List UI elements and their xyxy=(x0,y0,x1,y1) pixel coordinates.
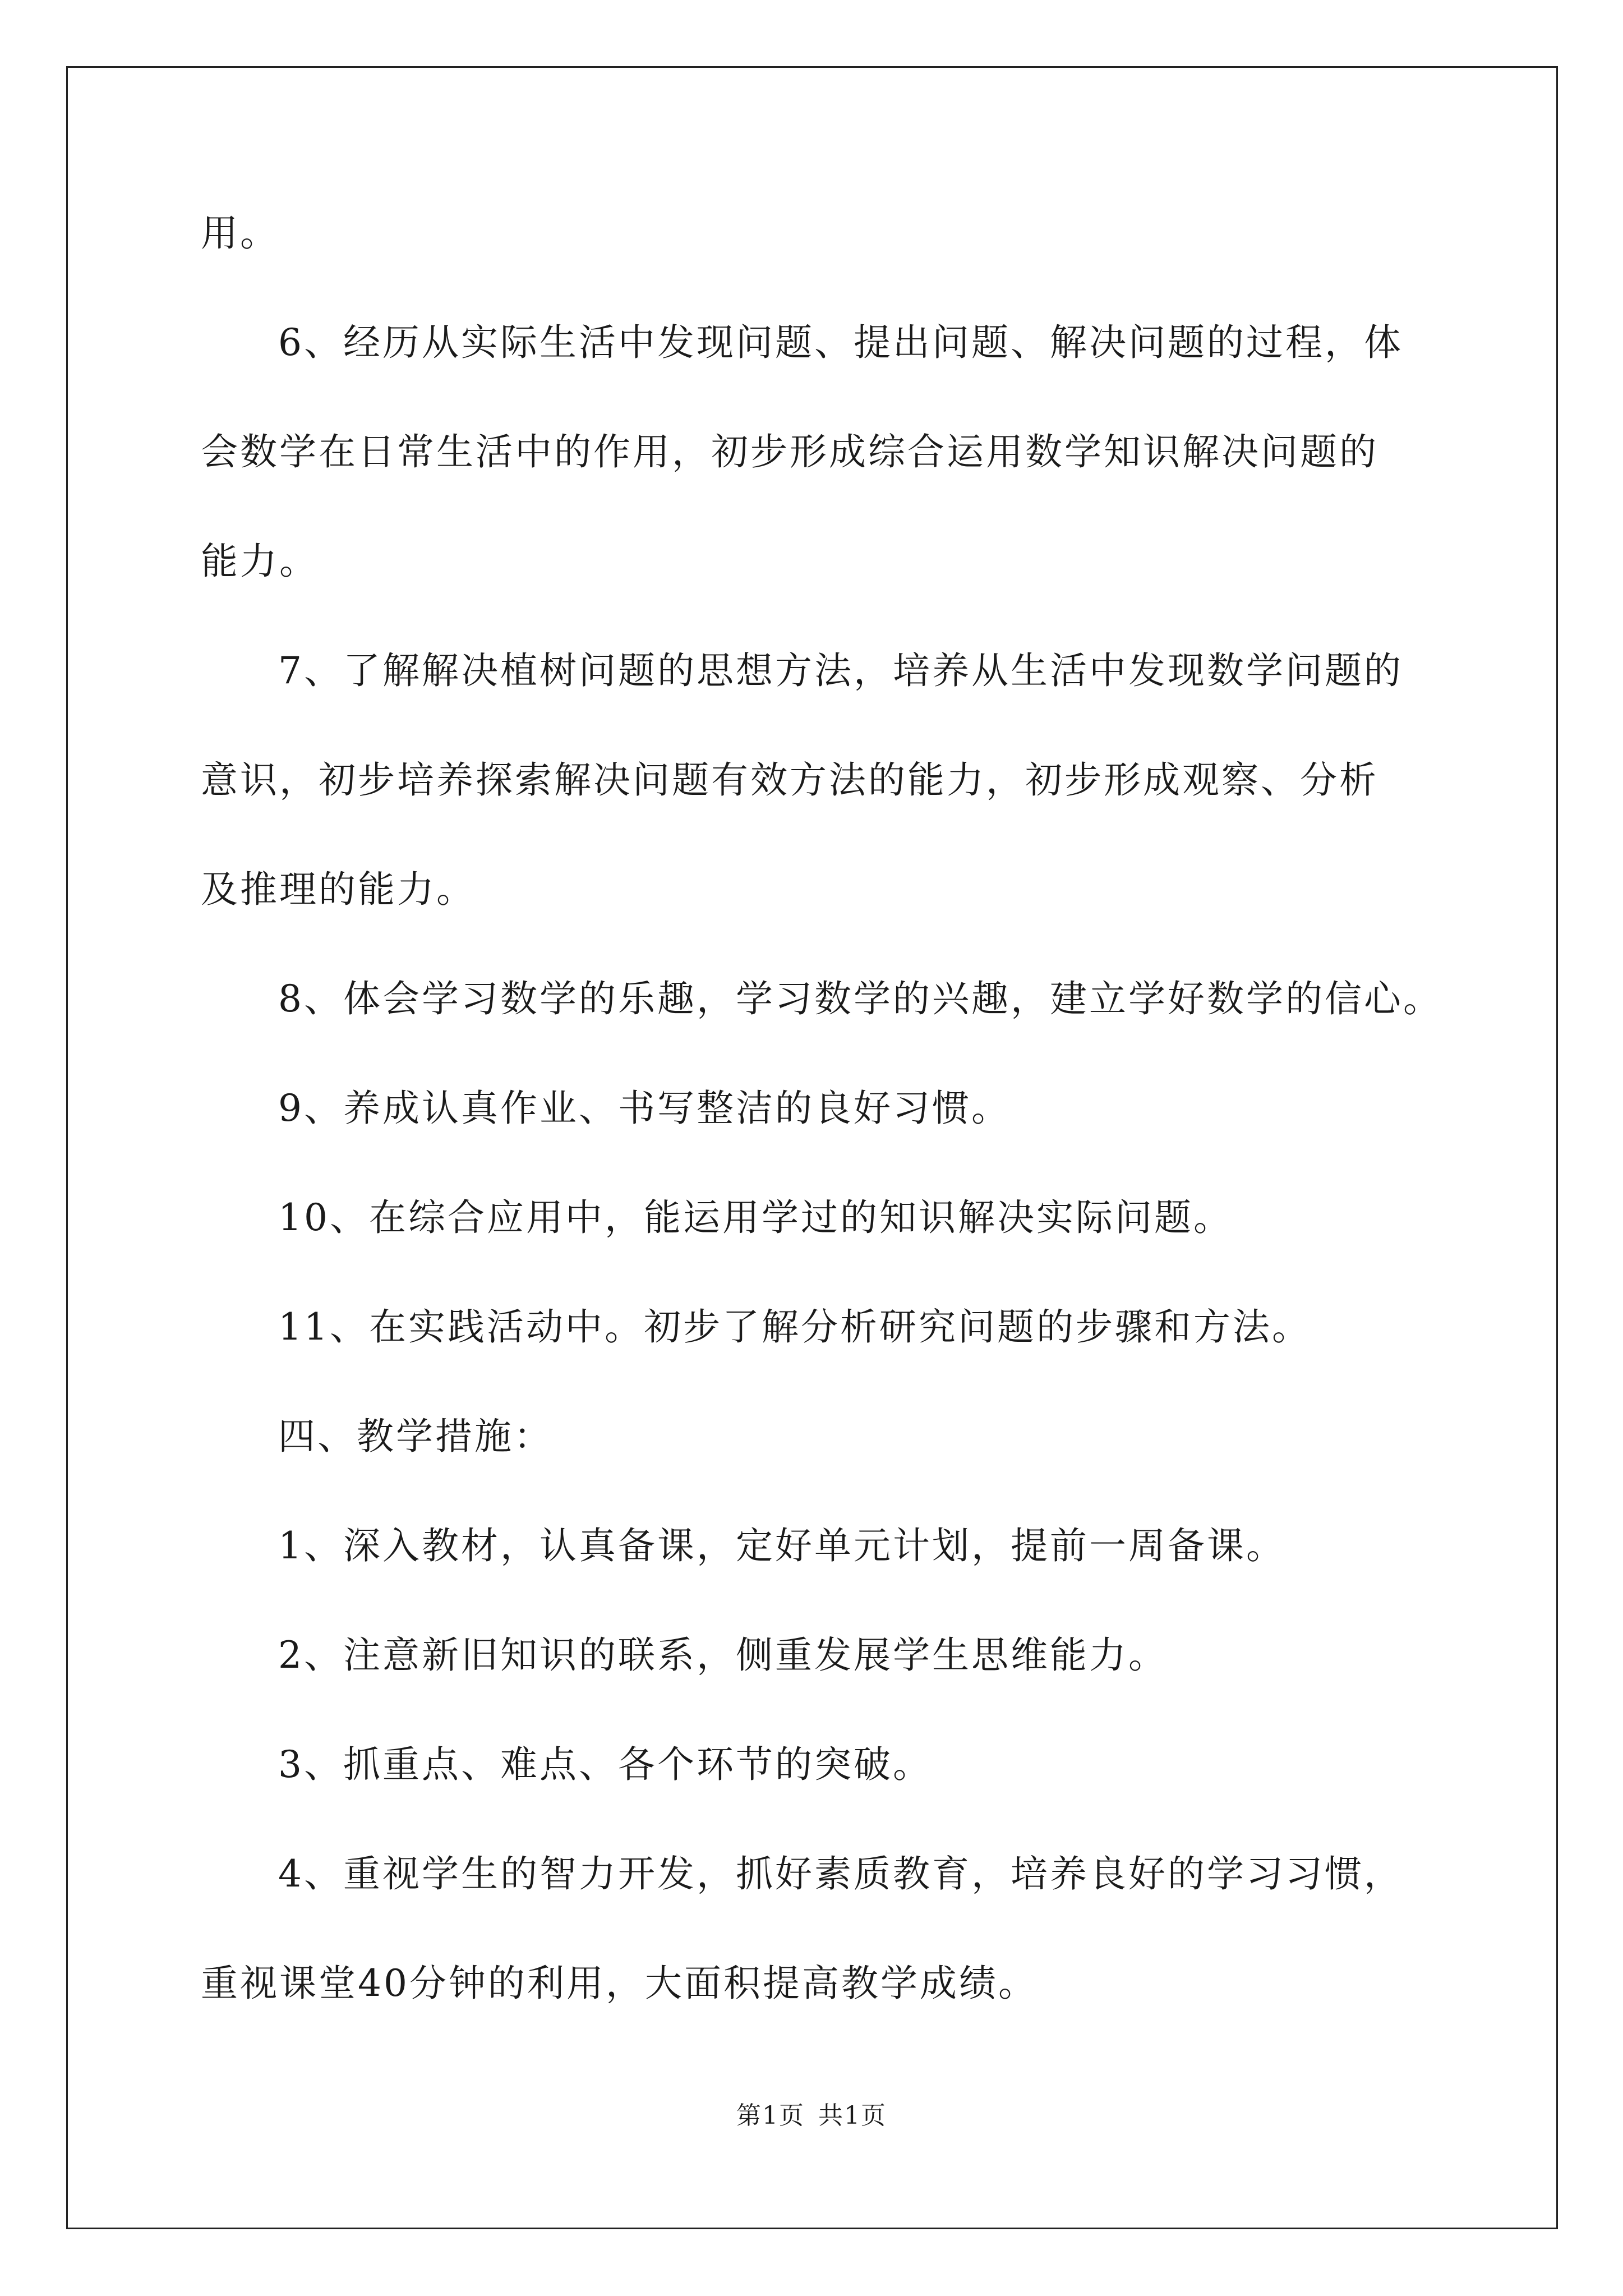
page-number: 第1页 xyxy=(736,2101,805,2130)
text-line: 1、深入教材，认真备课，定好单元计划，提前一周备课。 xyxy=(278,1524,1285,1567)
text-line: 7、了解解决植树问题的思想方法，培养从生活中发现数学问题的 xyxy=(278,649,1403,692)
page-total: 共1页 xyxy=(818,2101,887,2130)
page-footer xyxy=(0,2095,1623,2131)
text-line: 重视课堂40分钟的利用，大面积提高教学成绩。 xyxy=(201,1962,1038,2005)
page-border xyxy=(66,66,1558,2229)
text-line: 及推理的能力。 xyxy=(201,868,476,911)
text-line: 3、抓重点、难点、各个环节的突破。 xyxy=(278,1743,932,1786)
text-line: 会数学在日常生活中的作用，初步形成综合运用数学知识解决问题的 xyxy=(201,430,1378,473)
text-line: 8、体会学习数学的乐趣，学习数学的兴趣，建立学好数学的信心。 xyxy=(278,977,1442,1020)
text-line: 用。 xyxy=(201,211,279,255)
text-line: 2、注意新旧知识的联系，侧重发展学生思维能力。 xyxy=(278,1634,1168,1677)
text-line: 4、重视学生的智力开发，抓好素质教育，培养良好的学习习惯， xyxy=(278,1852,1403,1895)
text-line: 10、在综合应用中，能运用学过的知识解决实际问题。 xyxy=(278,1196,1233,1239)
text-line: 意识，初步培养探索解决问题有效方法的能力，初步形成观察、分析 xyxy=(201,758,1378,802)
text-line: 6、经历从实际生活中发现问题、提出问题、解决问题的过程，体 xyxy=(278,321,1403,364)
section-heading: 四、教学措施： xyxy=(278,1415,553,1458)
text-line: 9、养成认真作业、书写整洁的良好习惯。 xyxy=(278,1087,1011,1130)
text-line: 11、在实践活动中。初步了解分析研究问题的步骤和方法。 xyxy=(278,1305,1311,1349)
text-line: 能力。 xyxy=(201,540,319,583)
